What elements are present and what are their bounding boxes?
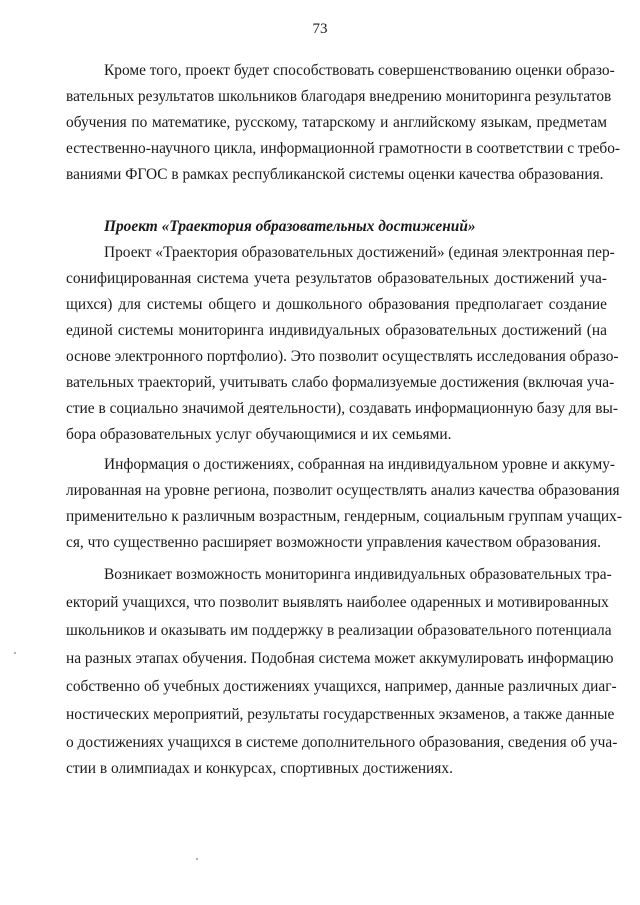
text-line: екторий учащихся, что позволит выявлять наиболее одаренных и мотивированных [66,594,609,611]
text-line: щихся) для системы общего и дошкольного образования предполагает создание [66,296,607,313]
section-heading: Проект «Траектория образовательных достижений» [104,218,476,235]
text-line: бора образовательных услуг обучающимися и их семьями. [66,426,452,443]
text-line: Возникает возможность мониторинга индивидуальных образовательных тра- [104,566,612,583]
text-line: обучения по математике, русскому, татарскому и английскому языкам, предметам [66,114,607,131]
text-line: на разных этапах обучения. Подобная система может аккумулировать информацию [66,650,614,667]
text-line: школьников и оказывать им поддержку в реализации образовательного потенциала [66,622,612,639]
text-line: о достижениях учащихся в системе дополнительного образования, сведения об уча- [66,734,618,751]
text-line: вательных результатов школьников благодаря внедрению мониторинга результатов [66,88,612,105]
text-line: собственно об учебных достижениях учащихся, например, данные различных диаг- [66,678,617,695]
text-line: основе электронного портфолио). Это позволит осуществлять исследования образо- [66,348,619,365]
text-line: Информация о достижениях, собранная на индивидуальном уровне и аккуму- [104,456,616,473]
text-line: ваниями ФГОС в рамках республиканской системы оценки качества образования. [66,166,604,183]
text-line: естественно-научного цикла, информационной грамотности в соответствии с требо- [66,140,621,157]
text-line: Кроме того, проект будет способствовать совершенствованию оценки образо- [104,62,615,79]
text-line: лированная на уровне региона, позволит осуществлять анализ качества образования [66,482,620,499]
scan-speck [14,652,16,654]
text-line: ся, что существенно расширяет возможности управления качеством образования. [66,534,601,551]
page-number: 73 [312,21,328,37]
text-line: стии в олимпиадах и конкурсах, спортивных достижениях. [66,760,453,777]
text-line: применительно к различным возрастным, гендерным, социальным группам учащих- [66,508,622,525]
text-line: Проект «Траектория образовательных достижений» (единая электронная пер- [104,244,615,261]
text-line: стие в социально значимой деятельности), создавать информационную базу для вы- [66,400,618,417]
text-line: вательных траекторий, учитывать слабо формализуемые достижения (включая уча- [66,374,615,391]
scan-speck [196,858,198,860]
text-line: единой системы мониторинга индивидуальных образовательных достижений (на [66,322,607,339]
text-line: ностических мероприятий, результаты государственных экзаменов, а также данные [66,706,615,723]
text-line: сонифицированная система учета результатов образовательных достижений уча- [66,270,607,287]
